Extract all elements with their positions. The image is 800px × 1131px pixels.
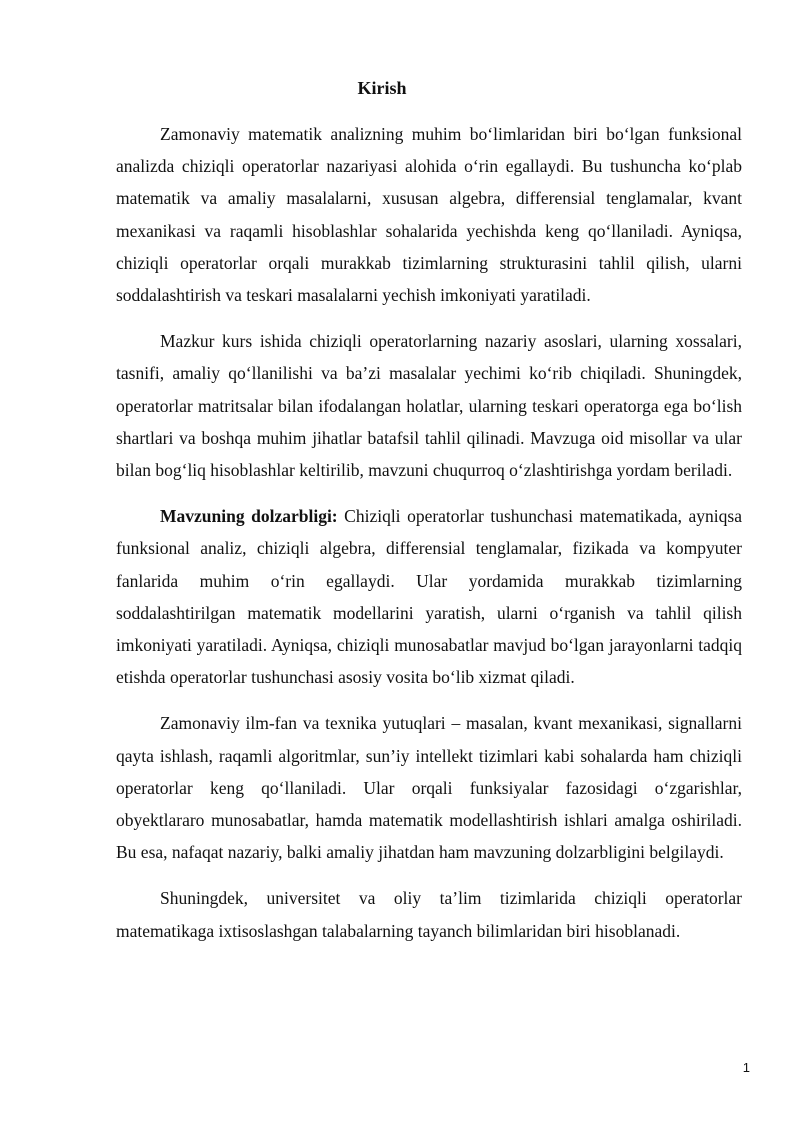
body-text — [116, 118, 742, 961]
paragraph-text: Shuningdek, universitet va oliy ta’lim tizimlarida chiziqli operatorlar matematikaga ixtisoslashgan talabalarning tayanch bilimlaridan biri hisoblanadi. — [116, 888, 742, 941]
paragraph-relevance — [116, 500, 742, 693]
paragraph-intro — [116, 118, 742, 311]
paragraph-lead: Mavzuning dolzarbligi: — [160, 506, 338, 527]
paragraph-text: Zamonaviy matematik analizning muhim bo‘limlaridan biri bo‘lgan funksional analizda chiziqli operatorlar nazariyasi alohida o‘rin egallaydi. Bu tushuncha ko‘plab matematik va amaliy masalalarni, xususan algebra, differensial tenglamalar, kvant mexanikasi va raqamli hisoblashlar sohalarida yechishda keng qo‘llaniladi. Ayniqsa, chiziqli operatorlar orqali murakkab tizimlarning strukturasini tahlil qilish, ularni soddalashtirish va teskari masalalarni yechish imkoniyati yaratiladi. — [116, 124, 742, 306]
paragraph-course-overview — [116, 325, 742, 486]
paragraph-text: Mazkur kurs ishida chiziqli operatorlarning nazariy asoslari, ularning xossalari, tasnifi, amaliy qo‘llanilishi va ba’zi masalalar yechimi ko‘rib chiqiladi. Shuningdek, operatorlar matritsalar bilan ifodalangan holatlar, ularning teskari operatorga ega bo‘lish shartlari va boshqa muhim jihatlar batafsil tahlil qilinadi. Mavzuga oid misollar va ular bilan bog‘liq hisoblashlar keltirilib, mavzuni chuqurroq o‘zlashtirishga yordam beriladi. — [116, 331, 742, 481]
paragraph-text: Chiziqli operatorlar tushunchasi matematikada, ayniqsa funksional analiz, chiziqli algebra, differensial tenglamalar, fizikada va kompyuter fanlarida muhim o‘rin egallaydi. Ular yordamida murakkab tizimlarning soddalashtirilgan matematik modellarini yaratish, ularni o‘rganish va tahlil qilish imkoniyati yaratiladi. Ayniqsa, chiziqli munosabatlar mavjud bo‘lgan jarayonlarni tadqiq etishda operatorlar tushunchasi asosiy vosita bo‘lib xizmat qiladi. — [116, 506, 742, 688]
section-title: Kirish — [357, 78, 407, 98]
paragraph-text: Zamonaviy ilm-fan va texnika yutuqlari – masalan, kvant mexanikasi, signallarni qayta ishlash, raqamli algoritmlar, sun’iy intellekt tizimlari kabi sohalarda ham chiziqli operatorlar keng qo‘llaniladi. Ular orqali funksiyalar fazosidagi o‘zgarishlar, obyektlararo munosabatlar, hamda matematik modellashtirish ishlari amalga oshiriladi. Bu esa, nafaqat nazariy, balki amaliy jihatdan ham mavzuning dolzarbligini belgilaydi. — [116, 713, 742, 863]
paragraph-applications — [116, 707, 742, 868]
page-number: 1 — [742, 1060, 750, 1075]
paragraph-education — [116, 882, 742, 946]
